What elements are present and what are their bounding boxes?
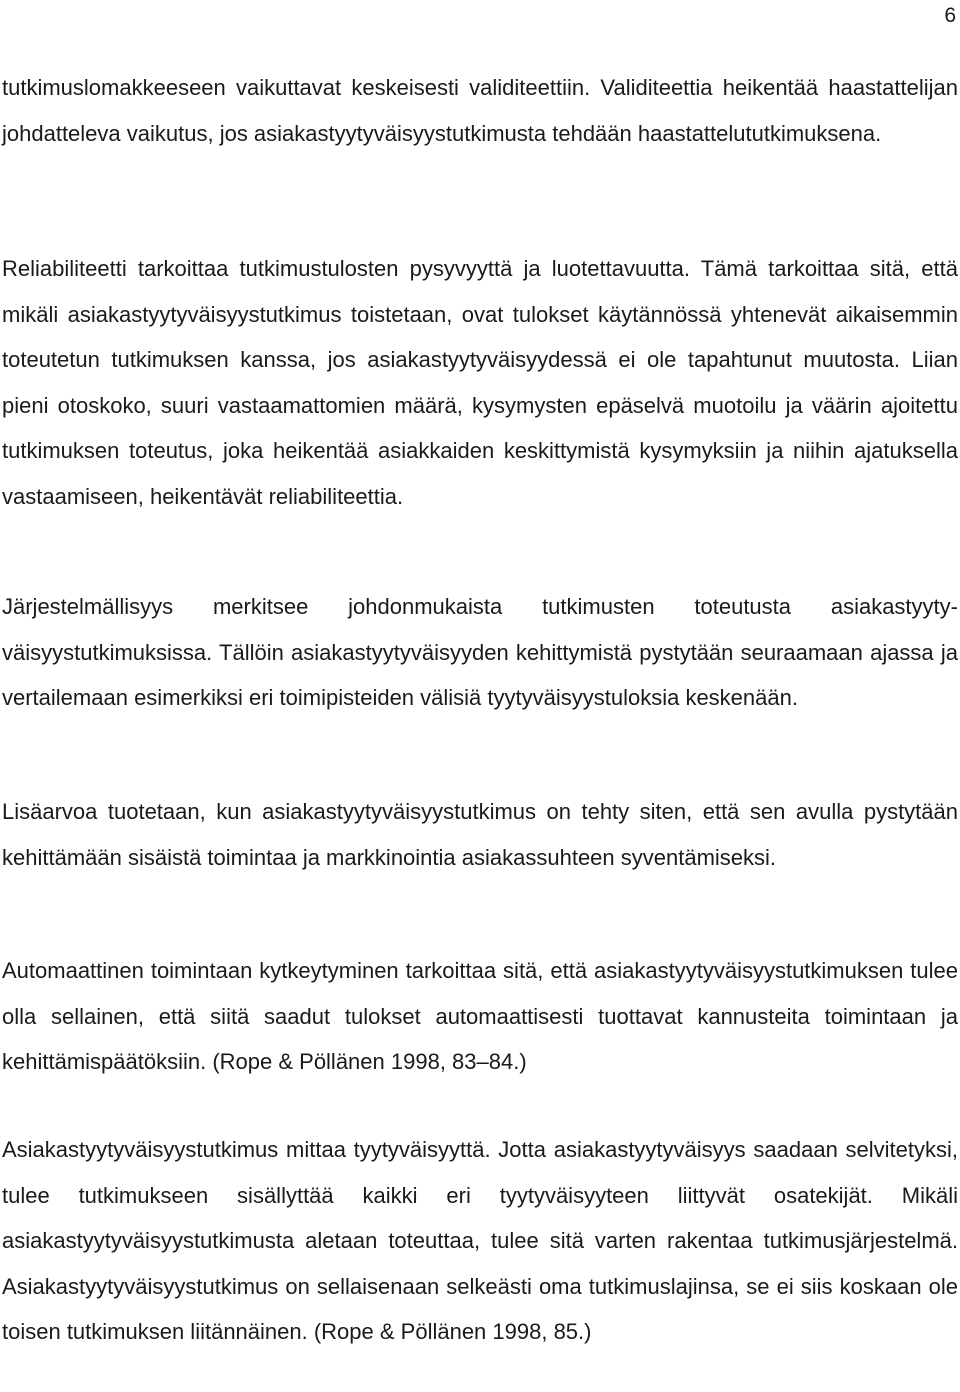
- paragraph-satisfaction-measurement: Asiakastyytyväisyystutkimus mittaa tyytyväisyyttä. Jotta asiakastyytyväisyys saadaan selvitetyksi, tulee tutkimukseen sisällyttää kaikki eri tyytyväisyyteen liittyvät osatekijät. Mikäli asiakastyytyväisyystutkimusta aletaan toteuttaa, tulee sitä varten rakentaa tutkimusjärjestelmä. Asiakastyytyväisyystutkimus on sellaisenaan selkeästi oma tutkimuslajinsa, se ei siis koskaan ole toisen tutkimuksen liitännäinen. (Rope & Pöllänen 1998, 85.): [2, 1137, 958, 1344]
- paragraph-reliability: Reliabiliteetti tarkoittaa tutkimustulosten pysyvyyttä ja luotettavuutta. Tämä tarkoittaa sitä, että mikäli asiakastyytyväisyystutkimus toistetaan, ovat tulokset käytännössä yhtenevät aikaisemmin toteutetun tutkimuksen kanssa, jos asiakastyytyväisyydessä ei ole tapahtunut muutosta. Liian pieni otoskoko, suuri vastaamattomien määrä, kysymysten epäselvä muotoilu ja väärin ajoitettu tutkimuksen toteutus, joka heikentää asiakkaiden keskittymistä kysymyksiin ja niihin ajatuksella vastaamiseen, heikentävät reliabiliteettia.: [2, 256, 958, 509]
- paragraph-automatic-action: Automaattinen toimintaan kytkeytyminen tarkoittaa sitä, että asiakastyytyväisyystutkimuksen tulee olla sellainen, että siitä saadut tulokset automaattisesti tuottavat kannusteita toimintaan ja kehittämispäätöksiin. (Rope & Pöllänen 1998, 83–84.): [2, 958, 958, 1074]
- paragraph-systematicity: Järjestelmällisyys merkitsee johdonmukaista tutkimusten toteutusta asiakastyytyväisyystutkimuksissa. Tällöin asiakastyytyväisyyden kehittymistä pystytään seuraamaan ajassa ja vertailemaan esimerkiksi eri toimipisteiden välisiä tyytyväisyystuloksia keskenään.: [2, 594, 958, 710]
- page-number: 6: [944, 4, 956, 27]
- paragraph-added-value: Lisäarvoa tuotetaan, kun asiakastyytyväisyystutkimus on tehty siten, että sen avulla pystytään kehittämään sisäistä toimintaa ja markkinointia asiakassuhteen syventämiseksi.: [2, 799, 958, 870]
- paragraph-validity: tutkimuslomakkeeseen vaikuttavat keskeisesti validiteettiin. Validiteettia heikentää haastattelijan johdatteleva vaikutus, jos asiakastyytyväisyystutkimusta tehdään haastattelututkimuksena.: [2, 75, 958, 146]
